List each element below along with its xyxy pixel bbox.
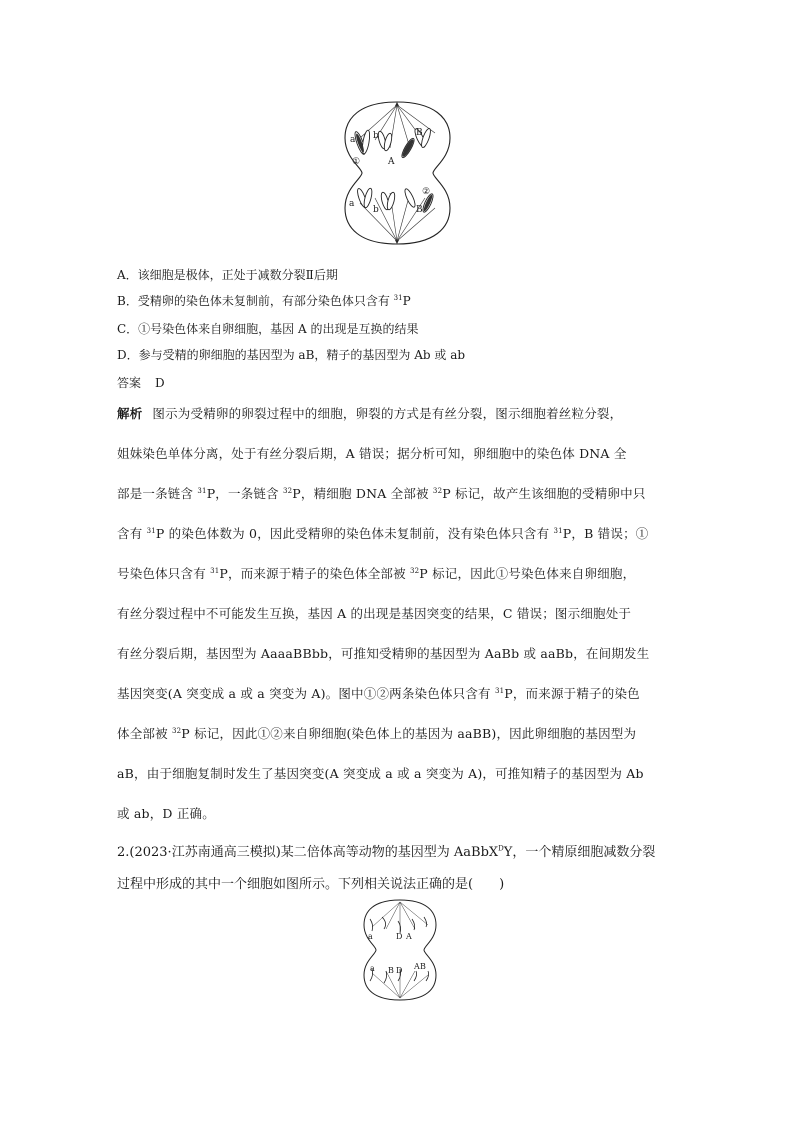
analysis-line-7: 有丝分裂后期，基因型为 AaaaBBbb，可推知受精卵的基因型为 AaBb 或 aaBb，在间期发生 <box>117 646 650 661</box>
chromosome <box>382 917 386 929</box>
label-A-mid: A <box>388 157 395 167</box>
analysis-line-10: aB，由于细胞复制时发生了基因突变(A 突变成 a 或 a 突变为 A)，可推知精子的基因型为 Ab <box>117 766 644 781</box>
label-D-top: D <box>396 932 403 941</box>
label-circle-2: ② <box>422 187 431 197</box>
label-A-bottom: A <box>414 962 420 971</box>
analysis-line-4: 含有 $^{31}$P 的染色体数为 0，因此受精卵的染色体未复制前，没有染色体只含有 $^{31}$P，B 错误；① <box>117 526 649 541</box>
chromosome <box>384 971 387 983</box>
analysis-line-3: 部是一条链含 $^{31}$P，一条链含 $^{32}$P，精细胞 DNA 全部被 $^{32}$P 标记，故产生该细胞的受精卵中只 <box>117 486 646 501</box>
analysis-line-5: 号染色体只含有 $^{31}$P，而来源于精子的染色体全部被 $^{32}$P 标记，因此①号染色体来自卵细胞， <box>117 566 636 581</box>
superscript: 31 <box>393 294 403 302</box>
option-c: C．①号染色体来自卵细胞，基因 A 的出现是互换的结果 <box>117 322 419 336</box>
analysis-line-2: 姐妹染色单体分离，处于有丝分裂后期，A 错误；据分析可知，卵细胞中的染色体 DNA 全 <box>117 446 627 461</box>
label-a-top: a <box>350 135 356 145</box>
label-B-bottom: B <box>388 966 394 975</box>
answer-line <box>117 374 165 391</box>
label-b-bottom: b <box>373 205 379 215</box>
option-b <box>117 292 411 309</box>
answer-label: 答案 <box>117 376 142 390</box>
label-b-top: b <box>373 131 379 141</box>
cell-division-figure-2 <box>360 897 440 1003</box>
analysis-line-9: 体全部被 $^{32}$P 标记，因此①②来自卵细胞(染色体上的基因为 aaBB)，因此卵细胞的基因型为 <box>117 726 637 741</box>
chromosome <box>370 919 373 931</box>
label-circle-1: ① <box>352 157 361 167</box>
label-D-bottom: D <box>396 966 403 975</box>
label-A-top: A <box>406 932 412 941</box>
question-2-line-1: 2.(2023·江苏南通高三模拟)某二倍体高等动物的基因型为 AaBbX$^D$Y，一个精原细胞减数分裂 <box>117 844 656 860</box>
answer-value: D <box>155 376 165 390</box>
chromosome <box>403 188 417 209</box>
label-a-bottom: a <box>370 964 375 973</box>
analysis-line-8: 基因突变(A 突变成 a 或 a 突变为 A)。图中①②两条染色体只含有 $^{31}$P，而来源于精子的染色 <box>117 686 640 701</box>
label-B-top: B <box>416 128 423 138</box>
analysis-line-6: 有丝分裂过程中不可能发生互换，基因 A 的出现是基因突变的结果，C 错误；图示细胞处于 <box>117 606 632 621</box>
option-d: D．参与受精的卵细胞的基因型为 aB，精子的基因型为 Ab 或 ab <box>117 348 466 362</box>
option-b-text-end: P <box>402 294 411 308</box>
label-B-bottom-right: B <box>420 962 426 971</box>
label-B-bottom: B <box>416 205 423 215</box>
cell-outline <box>345 102 450 244</box>
analysis-line-11: 或 ab，D 正确。 <box>117 806 215 821</box>
label-a-bottom: a <box>349 199 355 209</box>
question-2-line-2: 过程中形成的其中一个细胞如图所示。下列相关说法正确的是( ) <box>117 877 505 892</box>
option-a: A．该细胞是极体，正处于减数分裂Ⅱ后期 <box>117 268 338 282</box>
cell-division-figure-1 <box>340 98 455 248</box>
label-a-top: a <box>368 932 373 941</box>
option-b-text: B．受精卵的染色体未复制前，有部分染色体只含有 <box>117 294 394 308</box>
analysis-label: 解析 <box>117 406 143 421</box>
analysis-line-1: 解析 图示为受精卵的卵裂过程中的细胞，卵裂的方式是有丝分裂，图示细胞着丝粒分裂， <box>117 406 623 421</box>
